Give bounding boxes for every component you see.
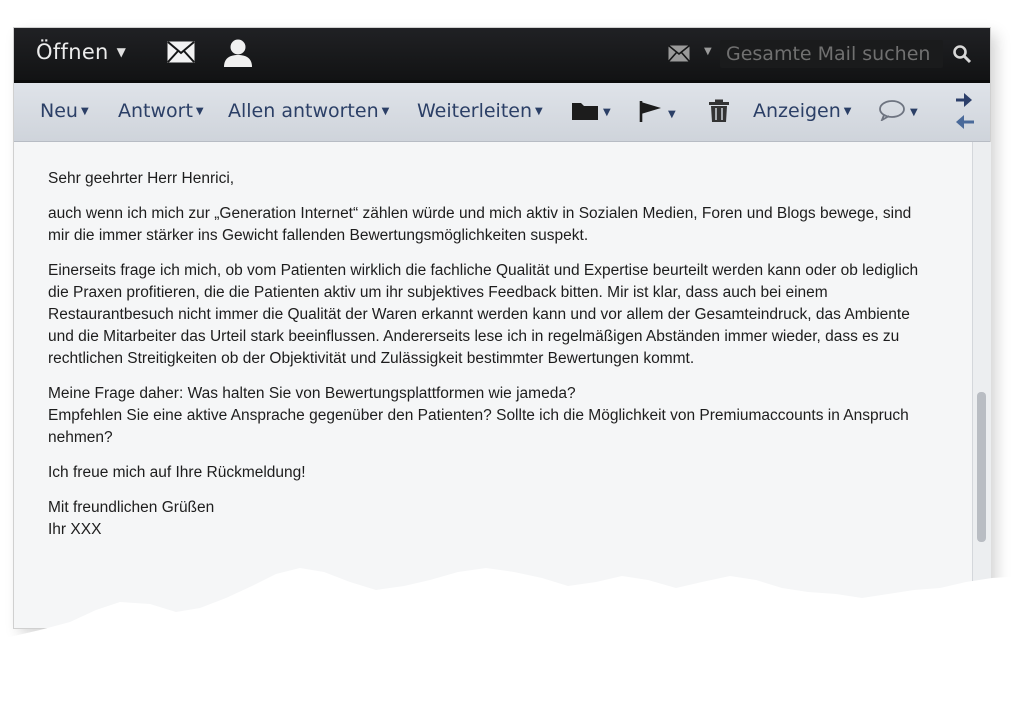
reply-all-button[interactable] <box>228 100 389 122</box>
flag-button[interactable] <box>638 99 676 127</box>
chevron-down-icon: ▼ <box>843 106 852 117</box>
chevron-down-icon[interactable]: ▼ <box>704 46 712 57</box>
mail-small-icon[interactable] <box>668 45 690 66</box>
open-menu[interactable] <box>36 40 126 64</box>
chevron-down-icon: ▼ <box>603 107 611 118</box>
new-label: Neu <box>40 100 78 122</box>
open-label: Öffnen <box>36 40 109 64</box>
question-2: Empfehlen Sie eine aktive Ansprache gegenüber den Patienten? Sollte ich die Möglichkeit von Premiumaccounts in Anspruch nehmen? <box>48 407 909 446</box>
search-field[interactable] <box>720 40 943 68</box>
view-label: Anzeigen <box>753 100 841 122</box>
paragraph-1: auch wenn ich mich zur „Generation Internet“ zählen würde und mich aktiv in Sozialen Medien, Foren und Blogs bewege, sind mir die immer stärker ins Gewicht fallenden Bewertungsmöglichkeiten suspekt. <box>48 205 912 244</box>
forward-button[interactable] <box>417 100 543 122</box>
toolbar <box>14 83 990 142</box>
new-button[interactable] <box>40 100 89 122</box>
search-icon[interactable] <box>952 44 972 68</box>
signature: Ihr XXX <box>48 521 102 538</box>
trash-icon <box>708 99 730 123</box>
navigation-arrows[interactable] <box>950 88 978 136</box>
arrow-right-icon <box>956 93 972 107</box>
forward-label: Weiterleiten <box>417 100 533 122</box>
chat-bubble-icon <box>878 99 906 121</box>
chevron-down-icon: ▼ <box>910 107 918 118</box>
user-icon[interactable] <box>222 38 254 72</box>
mail-icon[interactable] <box>167 41 195 67</box>
top-bar <box>14 28 990 83</box>
move-folder-button[interactable] <box>571 99 611 125</box>
closing: Ich freue mich auf Ihre Rückmeldung! <box>48 464 306 481</box>
chevron-down-icon: ▼ <box>116 45 127 59</box>
folder-icon <box>571 99 599 121</box>
chevron-down-icon: ▼ <box>195 106 204 117</box>
arrow-left-icon <box>956 115 974 129</box>
email-text <box>48 168 928 554</box>
reply-all-label: Allen antworten <box>228 100 379 122</box>
flag-icon <box>638 99 664 123</box>
salutation: Sehr geehrter Herr Henrici, <box>48 170 235 187</box>
sign-off <box>48 497 928 541</box>
question-1: Meine Frage daher: Was halten Sie von Bewertungsplattformen wie jameda? <box>48 385 576 402</box>
chevron-down-icon: ▼ <box>668 109 676 120</box>
torn-paper-edge <box>0 540 1024 714</box>
chevron-down-icon: ▼ <box>381 106 390 117</box>
regards: Mit freundlichen Grüßen <box>48 499 215 516</box>
reply-button[interactable] <box>118 100 204 122</box>
scrollbar-thumb[interactable] <box>977 392 986 542</box>
delete-button[interactable] <box>708 99 730 127</box>
reply-label: Antwort <box>118 100 193 122</box>
questions <box>48 383 928 449</box>
chevron-down-icon: ▼ <box>535 106 543 117</box>
chat-button[interactable] <box>878 99 918 125</box>
view-button[interactable] <box>753 100 851 122</box>
mail-window <box>14 28 990 628</box>
paragraph-2: Einerseits frage ich mich, ob vom Patienten wirklich die fachliche Qualität und Expertise beurteilt werden kann oder ob lediglich die Praxen profitieren, die die Patienten aktiv um ihr subjektives Feedback bitten. Mir ist klar, dass auch bei einem Restaurantbesuch nicht immer die Qualität der Waren erkannt werden kann und vor allem der Gesamteindruck, das Ambiente und die Mitarbeiter das Urteil stark beeinflussen. Andererseits lese ich in regelmäßigen Abständen immer wieder, dass es zu rechtlichen Streitigkeiten ob der Objektivität und Zulässigkeit bestimmter Bewertungen kommt. <box>48 262 919 367</box>
search-input[interactable] <box>720 40 943 68</box>
chevron-down-icon: ▼ <box>80 106 89 117</box>
